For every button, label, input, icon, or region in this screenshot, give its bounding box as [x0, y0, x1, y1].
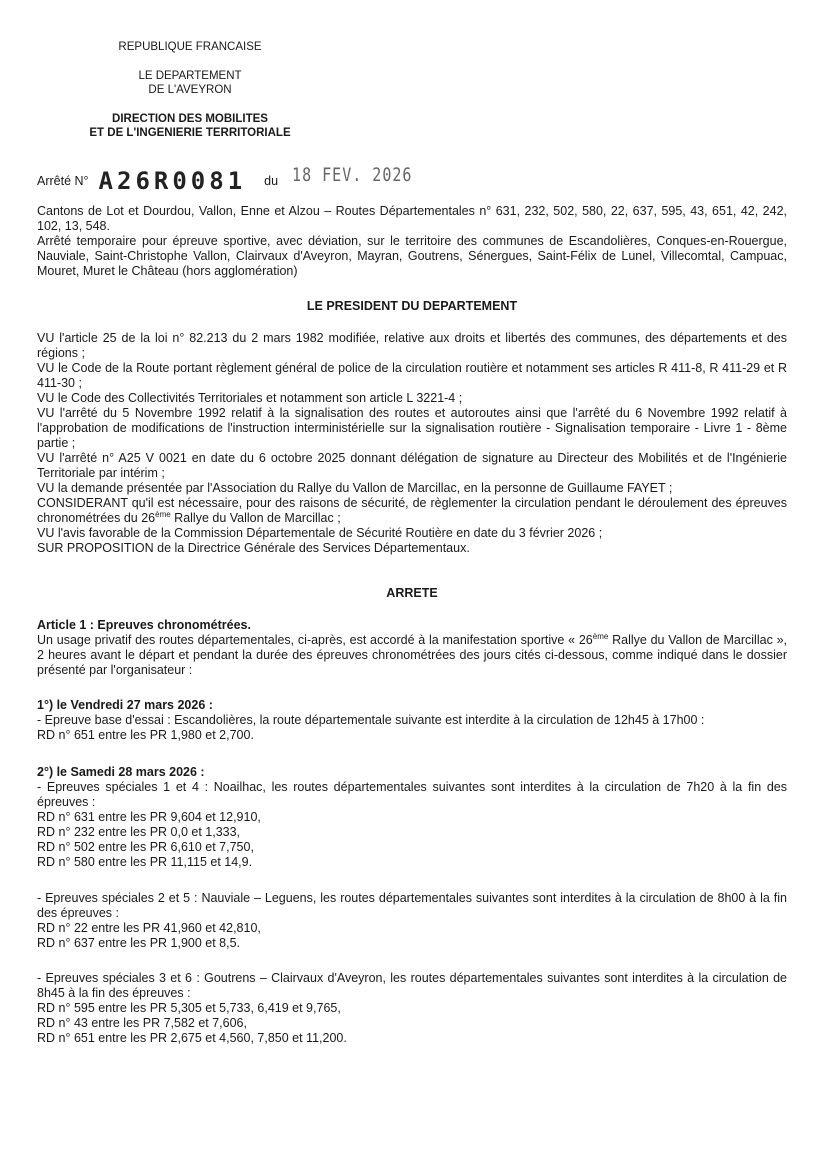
visa-delegation: VU l'arrêté n° A25 V 0021 en date du 6 octobre 2025 donnant délégation de signature au Directeur des Mobilités et de l'Ingénierie Territoriale par intérim ;	[37, 451, 787, 480]
arrete-label: Arrêté N°	[37, 173, 89, 188]
article-1-title: Article 1 : Epreuves chronométrées.	[37, 618, 251, 632]
es3-road: RD n° 595 entre les PR 5,305 et 5,733, 6,419 et 9,765,	[37, 1001, 341, 1015]
es3-road: RD n° 43 entre les PR 7,582 et 7,606,	[37, 1016, 247, 1030]
republic-header: REPUBLIQUE FRANCAISE	[118, 41, 262, 53]
es3-road: RD n° 651 entre les PR 2,675 et 4,560, 7,850 et 11,200.	[37, 1031, 347, 1045]
arrete-number: A26R0081	[98, 166, 247, 195]
intro-block	[37, 204, 787, 279]
day-2-title: 2°) le Samedi 28 mars 2026 :	[37, 765, 205, 779]
es3-section	[37, 971, 787, 1046]
department-header	[60, 69, 320, 97]
arrete-date-stamp: 18 FEV. 2026	[292, 163, 413, 186]
visa-loi: VU l'article 25 de la loi n° 82.213 du 2 mars 1982 modifiée, relative aux droits et libertés des communes, des départements et des régions ;	[37, 331, 787, 360]
arrete-du: du	[264, 173, 279, 188]
article-1	[37, 618, 787, 678]
direction-line-2: ET DE L'INGENIERIE TERRITORIALE	[89, 127, 291, 139]
es2-section	[37, 891, 787, 951]
es2-road: RD n° 637 entre les PR 1,900 et 8,5.	[37, 936, 241, 950]
day-1-desc: - Epreuve base d'essai : Escandolières, la route départementale suivante est interdite à la circulation de 12h45 à 17h00 :	[37, 713, 705, 727]
es1-road: RD n° 232 entre les PR 0,0 et 1,333,	[37, 825, 241, 839]
day-1-section	[37, 698, 787, 743]
arrete-title: ARRETE	[386, 586, 438, 600]
visas-block	[37, 331, 787, 556]
visa-code-collectivites: VU le Code des Collectivités Territoriales et notamment son article L 3221-4 ;	[37, 391, 463, 405]
considerant: CONSIDERANT qu'il est nécessaire, pour des raisons de sécurité, de règlementer la circulation pendant le déroulement des épreuves chronométrées du 26ème Rallye du Vallon de Marcillac ;	[37, 496, 787, 525]
es1-road: RD n° 580 entre les PR 11,115 et 14,9.	[37, 855, 253, 869]
direction-header	[60, 112, 320, 140]
day-2-section	[37, 765, 787, 870]
es2-desc: - Epreuves spéciales 2 et 5 : Nauviale – Leguens, les routes départementales suivantes sont interdites à la circulation de 8h00 à la fin des épreuves :	[37, 891, 787, 920]
president-title: LE PRESIDENT DU DEPARTEMENT	[306, 299, 518, 313]
arrete-reference	[37, 163, 413, 196]
visa-code-route: VU le Code de la Route portant règlement général de police de la circulation routière et notamment ses articles R 411-8, R 411-29 et R 411-30 ;	[37, 361, 787, 390]
visa-arrete-1992: VU l'arrêté du 5 Novembre 1992 relatif à la signalisation des routes et autoroutes ainsi que l'arrêté du 6 Novembre 1992 relatif à l'approbation de modifications de l'instruction interministérielle sur la signalisation routière - Signalisation temporaire - Livre 1 - 8ème partie ;	[37, 406, 787, 450]
direction-line-1: DIRECTION DES MOBILITES	[112, 113, 268, 125]
article-1-text: Un usage privatif des routes départementales, ci-après, est accordé à la manifestation sportive « 26ème Rallye du Vallon de Marcillac », 2 heures avant le départ et pendant la durée des épreuves chronométrées des jours cités ci-dessous, comme indiqué dans le dossier présenté par l'organisateur :	[37, 631, 788, 677]
department-line-2: DE L'AVEYRON	[148, 84, 232, 96]
es1-road: RD n° 502 entre les PR 6,610 et 7,750,	[37, 840, 254, 854]
cantons-text: Cantons de Lot et Dourdou, Vallon, Enne et Alzou – Routes Départementales n° 631, 232, 502, 580, 22, 637, 595, 43, 651, 42, 242, 102, 13, 548.	[37, 204, 787, 233]
sur-proposition: SUR PROPOSITION de la Directrice Générale des Services Départementaux.	[37, 541, 470, 555]
department-line-1: LE DEPARTEMENT	[138, 70, 242, 82]
es1-desc: - Epreuves spéciales 1 et 4 : Noailhac, les routes départementales suivantes sont interdites à la circulation de 7h20 à la fin des épreuves :	[37, 780, 787, 809]
day-1-road: RD n° 651 entre les PR 1,980 et 2,700.	[37, 728, 254, 742]
es3-desc: - Epreuves spéciales 3 et 6 : Goutrens – Clairvaux d'Aveyron, les routes départementales suivantes sont interdites à la circulation de 8h45 à la fin des épreuves :	[37, 971, 787, 1000]
es2-road: RD n° 22 entre les PR 41,960 et 42,810,	[37, 921, 261, 935]
visa-demande: VU la demande présentée par l'Association du Rallye du Vallon de Marcillac, en la personne de Guillaume FAYET ;	[37, 481, 673, 495]
day-1-title: 1°) le Vendredi 27 mars 2026 :	[37, 698, 213, 712]
visa-commission: VU l'avis favorable de la Commission Départementale de Sécurité Routière en date du 3 février 2026 ;	[37, 526, 603, 540]
objet-text: Arrêté temporaire pour épreuve sportive, avec déviation, sur le territoire des communes de Escandolières, Conques-en-Rouergue, Nauviale, Saint-Christophe Vallon, Clairvaux d'Aveyron, Mayran, Goutrens, Sénergues, Saint-Félix de Lunel, Villecomtal, Campuac, Mouret, Muret le Château (hors agglomération)	[37, 234, 787, 278]
es1-road: RD n° 631 entre les PR 9,604 et 12,910,	[37, 810, 261, 824]
